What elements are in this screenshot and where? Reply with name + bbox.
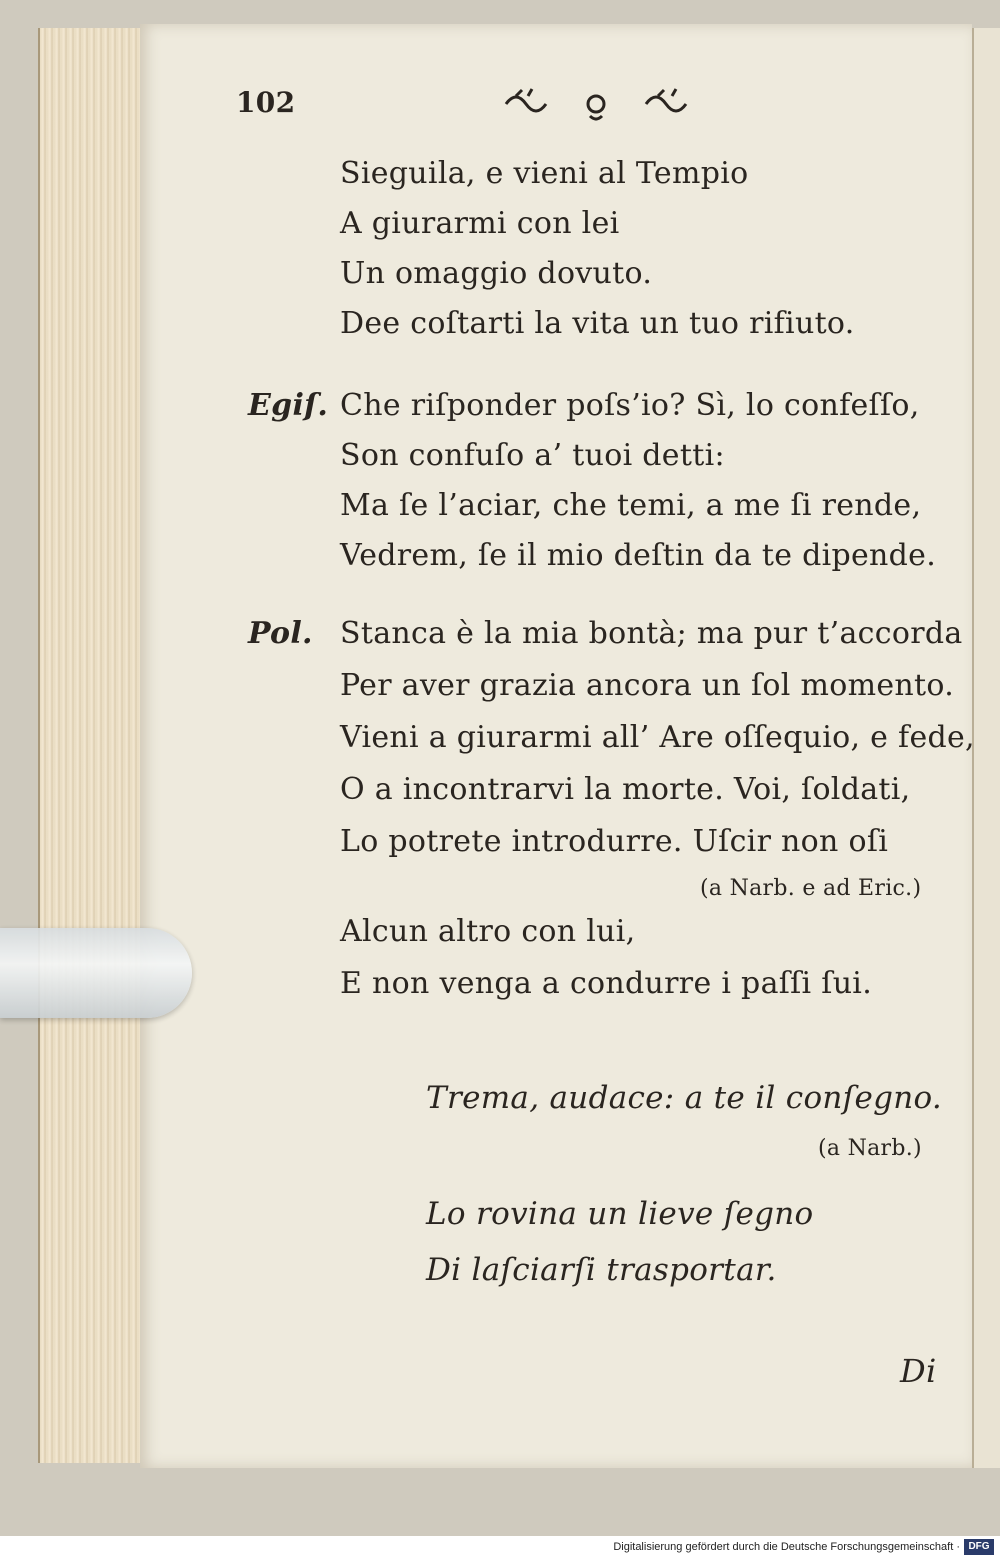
verse-line: Per aver grazia ancora un ſol momento. — [340, 668, 955, 703]
speaker-label: Pol. — [248, 616, 313, 651]
aria-line: Di laſciarſi trasportar. — [426, 1252, 777, 1288]
aria-line: Trema, audace: a te il conſegno. — [426, 1080, 943, 1116]
page-holder-clip — [0, 928, 192, 1018]
verse-line: E non venga a condurre i paſſi ſui. — [340, 966, 873, 1001]
verse-line: Lo potrete introdurre. Uſcir non oſi — [340, 824, 889, 859]
page-edges — [38, 28, 150, 1463]
verse-line: Ma ſe l’aciar, che temi, a me ſi rende, — [340, 488, 922, 523]
dfg-logo-icon: DFG — [964, 1539, 994, 1555]
stage-direction: (a Narb. e ad Eric.) — [700, 876, 922, 901]
speaker-label: Egiſ. — [248, 388, 329, 423]
verse-line: Son confuſo a’ tuoi detti: — [340, 438, 725, 473]
verse-line: Dee coſtarti la vita un tuo rifiuto. — [340, 306, 855, 341]
verse-line: Alcun altro con lui, — [340, 914, 636, 949]
ornament-icon — [496, 84, 696, 124]
verse-line: O a incontrarvi la morte. Voi, ſoldati, — [340, 772, 911, 807]
facing-page-edge — [972, 28, 1000, 1468]
stage-direction: (a Narb.) — [818, 1136, 922, 1161]
aria-line: Lo rovina un lieve ſegno — [426, 1196, 814, 1232]
verse-line: Stanca è la mia bontà; ma pur t’accorda — [340, 616, 963, 651]
verse-line: Sieguila, e vieni al Tempio — [340, 156, 749, 191]
verse-line: A giurarmi con lei — [340, 206, 620, 241]
catchword: Di — [900, 1352, 937, 1390]
verse-line: Che riſponder poſs’io? Sì, lo confeſſo, — [340, 388, 920, 423]
verse-line: Un omaggio dovuto. — [340, 256, 653, 291]
footer-credit: Digitalisierung gefördert durch die Deutsche Forschungsgemeinschaft · — [613, 1541, 960, 1553]
verse-line: Vieni a giurarmi all’ Are oſſequio, e fede, — [340, 720, 975, 755]
verse-line: Vedrem, ſe il mio deſtin da te dipende. — [340, 538, 937, 573]
page-number: 102 — [236, 86, 296, 119]
